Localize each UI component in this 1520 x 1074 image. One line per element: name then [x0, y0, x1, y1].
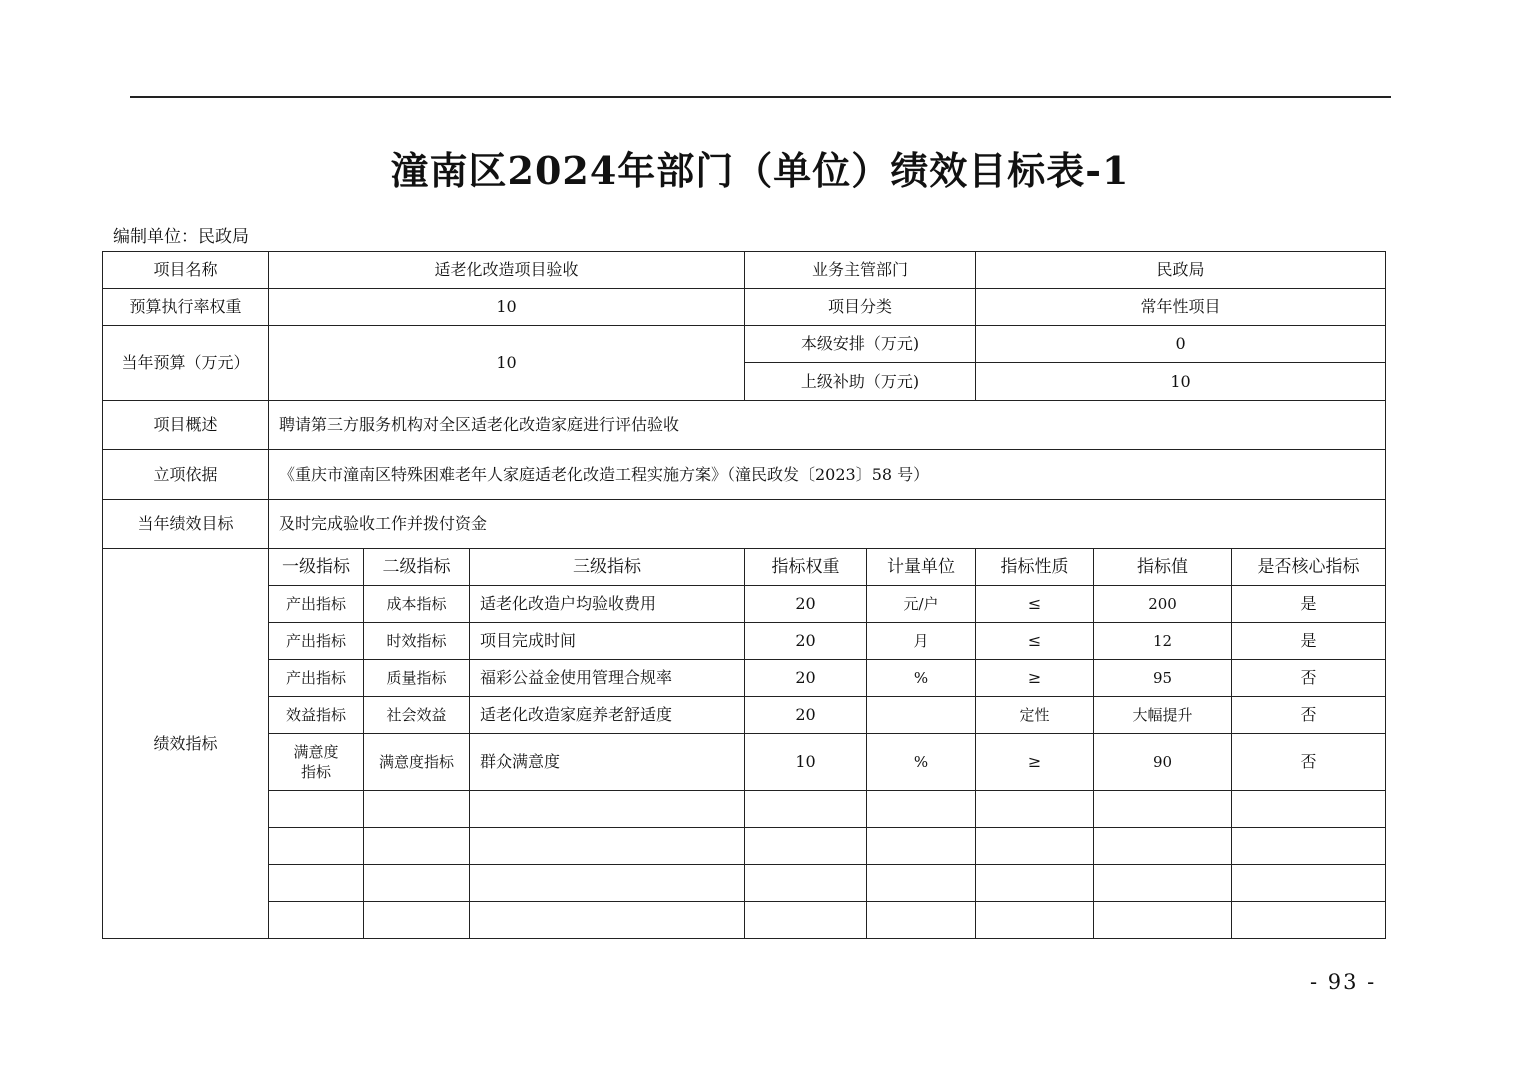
local-value: 0: [976, 326, 1386, 363]
core-cell: 是: [1232, 586, 1386, 623]
header-rule: [130, 96, 1391, 98]
overview-value: 聘请第三方服务机构对全区适老化改造家庭进行评估验收: [269, 401, 1386, 450]
col-nature: 指标性质: [976, 549, 1094, 586]
value-cell: 200: [1094, 586, 1232, 623]
compiling-unit: 编制单位：民政局: [113, 227, 249, 247]
table-row: [103, 623, 1386, 660]
table-row: [103, 586, 1386, 623]
performance-target-table: [102, 251, 1386, 939]
col-level2: 二级指标: [364, 549, 470, 586]
empty-row: [103, 791, 1386, 828]
local-label: 本级安排（万元): [745, 326, 976, 363]
table-row: [103, 697, 1386, 734]
col-unit: 计量单位: [867, 549, 976, 586]
level3-cell: 福彩公益金使用管理合规率: [470, 660, 745, 697]
level1-cell: 满意度指标: [269, 734, 364, 791]
row-project-name: [103, 252, 1386, 289]
value-cell: 95: [1094, 660, 1232, 697]
row-goal: [103, 500, 1386, 549]
goal-value: 及时完成验收工作并拨付资金: [269, 500, 1386, 549]
empty-row: [103, 902, 1386, 939]
table-row: [103, 734, 1386, 791]
budget-label: 当年预算（万元）: [103, 326, 269, 401]
budget-value: 10: [269, 326, 745, 401]
level2-cell: 成本指标: [364, 586, 470, 623]
basis-label: 立项依据: [103, 450, 269, 500]
core-cell: 否: [1232, 660, 1386, 697]
nature-cell: ≤: [976, 586, 1094, 623]
indicators-section-label: 绩效指标: [103, 549, 269, 939]
col-level1: 一级指标: [269, 549, 364, 586]
overview-label: 项目概述: [103, 401, 269, 450]
page-title: 潼南区2024年部门（单位）绩效目标表-1: [390, 148, 1130, 193]
page-number: - 93 -: [1310, 970, 1377, 994]
table-row: [103, 660, 1386, 697]
unit-cell: [867, 697, 976, 734]
unit-cell: 元/户: [867, 586, 976, 623]
row-budget: [103, 326, 1386, 363]
indicator-header-row: [103, 549, 1386, 586]
core-cell: 否: [1232, 697, 1386, 734]
project-name-label: 项目名称: [103, 252, 269, 289]
core-cell: 否: [1232, 734, 1386, 791]
level1-cell: 产出指标: [269, 586, 364, 623]
unit-cell: %: [867, 660, 976, 697]
nature-cell: 定性: [976, 697, 1094, 734]
nature-cell: ≥: [976, 734, 1094, 791]
basis-value: 《重庆市潼南区特殊困难老年人家庭适老化改造工程实施方案》（潼民政发〔2023〕58 号）: [269, 450, 1386, 500]
level3-cell: 项目完成时间: [470, 623, 745, 660]
level2-cell: 满意度指标: [364, 734, 470, 791]
level1-cell: 效益指标: [269, 697, 364, 734]
upper-label: 上级补助（万元): [745, 363, 976, 401]
level3-cell: 群众满意度: [470, 734, 745, 791]
category-value: 常年性项目: [976, 289, 1386, 326]
value-cell: 大幅提升: [1094, 697, 1232, 734]
weight-cell: 20: [745, 697, 867, 734]
value-cell: 90: [1094, 734, 1232, 791]
dept-value: 民政局: [976, 252, 1386, 289]
value-cell: 12: [1094, 623, 1232, 660]
col-level3: 三级指标: [470, 549, 745, 586]
level2-cell: 质量指标: [364, 660, 470, 697]
weight-cell: 20: [745, 623, 867, 660]
level2-cell: 时效指标: [364, 623, 470, 660]
project-name-value: 适老化改造项目验收: [269, 252, 745, 289]
level3-cell: 适老化改造户均验收费用: [470, 586, 745, 623]
col-weight: 指标权重: [745, 549, 867, 586]
category-label: 项目分类: [745, 289, 976, 326]
row-basis: [103, 450, 1386, 500]
level1-cell: 产出指标: [269, 623, 364, 660]
goal-label: 当年绩效目标: [103, 500, 269, 549]
level3-cell: 适老化改造家庭养老舒适度: [470, 697, 745, 734]
nature-cell: ≥: [976, 660, 1094, 697]
weight-cell: 20: [745, 586, 867, 623]
row-overview: [103, 401, 1386, 450]
nature-cell: ≤: [976, 623, 1094, 660]
dept-label: 业务主管部门: [745, 252, 976, 289]
col-core: 是否核心指标: [1232, 549, 1386, 586]
col-value: 指标值: [1094, 549, 1232, 586]
weight-cell: 20: [745, 660, 867, 697]
level2-cell: 社会效益: [364, 697, 470, 734]
exec-weight-value: 10: [269, 289, 745, 326]
empty-row: [103, 865, 1386, 902]
upper-value: 10: [976, 363, 1386, 401]
unit-cell: %: [867, 734, 976, 791]
row-exec-weight: [103, 289, 1386, 326]
weight-cell: 10: [745, 734, 867, 791]
level1-cell: 产出指标: [269, 660, 364, 697]
empty-row: [103, 828, 1386, 865]
exec-weight-label: 预算执行率权重: [103, 289, 269, 326]
core-cell: 是: [1232, 623, 1386, 660]
unit-cell: 月: [867, 623, 976, 660]
